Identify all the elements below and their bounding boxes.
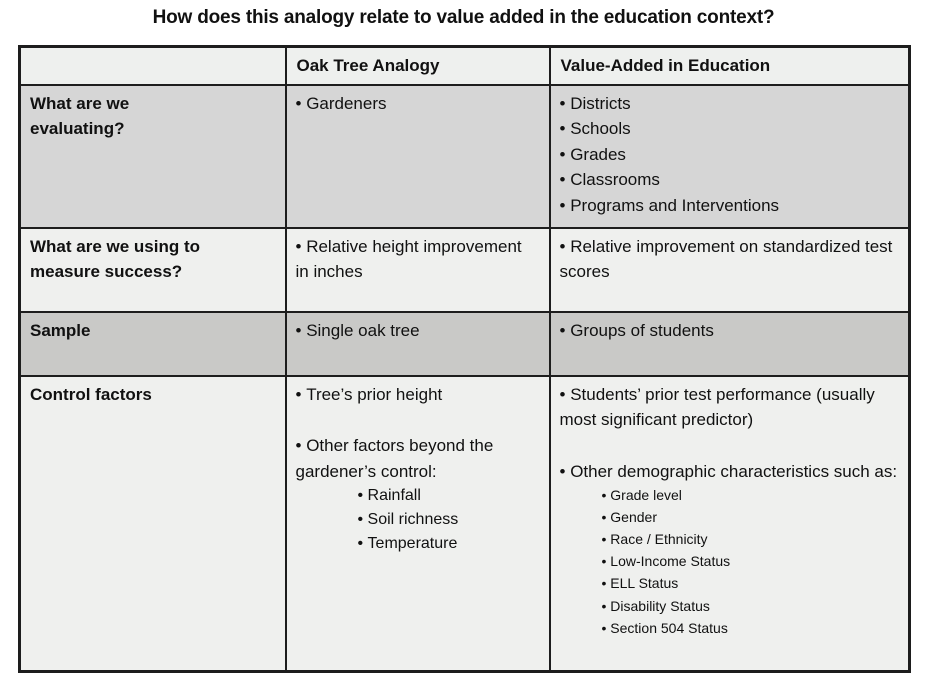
sub-bullet-item: • Gender xyxy=(602,506,900,528)
bullet-item: • Classrooms xyxy=(560,167,900,193)
row-label-evaluating xyxy=(20,85,286,228)
sub-bullet-item: • Grade level xyxy=(602,484,900,506)
cell-control-oak xyxy=(286,376,550,672)
row-label-sample xyxy=(20,312,286,376)
sub-bullet-item: • Temperature xyxy=(358,532,540,556)
row-label-text: Control factors xyxy=(30,384,152,404)
header-empty-cell xyxy=(20,47,286,85)
sub-bullet-item: • Disability Status xyxy=(602,595,900,617)
bullet-item: • Single oak tree xyxy=(296,318,540,344)
bullet-item: • Gardeners xyxy=(296,91,540,117)
table-row-control xyxy=(20,376,910,672)
header-value-added: Value-Added in Education xyxy=(550,47,910,85)
table-row-measure xyxy=(20,228,910,312)
bullet-item: • Programs and Interventions xyxy=(560,193,900,219)
bullet-item: • Groups of students xyxy=(560,318,900,344)
row-label-text: Sample xyxy=(30,320,91,340)
sub-bullet-item: • Race / Ethnicity xyxy=(602,528,900,550)
cell-sample-oak xyxy=(286,312,550,376)
bullet-item: • Other factors beyond the gardener’s control: xyxy=(296,433,540,484)
spacer xyxy=(560,433,900,459)
cell-control-education xyxy=(550,376,910,672)
bullet-item: • Tree’s prior height xyxy=(296,382,540,408)
cell-measure-education xyxy=(550,228,910,312)
table-row-sample xyxy=(20,312,910,376)
table-header-row xyxy=(20,47,910,85)
sub-bullet-list xyxy=(560,484,900,639)
row-label-text: What are we evaluating? xyxy=(30,93,130,138)
cell-measure-oak xyxy=(286,228,550,312)
bullet-item: • Students’ prior test performance (usually most significant predictor) xyxy=(560,382,900,433)
bullet-item: • Districts xyxy=(560,91,900,117)
cell-evaluating-education xyxy=(550,85,910,228)
page-title: How does this analogy relate to value added in the education context? xyxy=(152,7,775,28)
sub-bullet-list xyxy=(296,484,540,556)
table-row-evaluating xyxy=(20,85,910,228)
sub-bullet-item: • Low-Income Status xyxy=(602,550,900,572)
comparison-table xyxy=(18,45,911,673)
bullet-item: • Other demographic characteristics such as: xyxy=(560,459,900,485)
sub-bullet-item: • ELL Status xyxy=(602,572,900,594)
sub-bullet-item: • Section 504 Status xyxy=(602,617,900,639)
row-label-text: What are we using to measure success? xyxy=(30,236,201,281)
row-label-measure xyxy=(20,228,286,312)
header-oak-tree: Oak Tree Analogy xyxy=(286,47,550,85)
sub-bullet-item: • Rainfall xyxy=(358,484,540,508)
bullet-item: • Relative improvement on standardized test scores xyxy=(560,234,900,285)
sub-bullet-item: • Soil richness xyxy=(358,508,540,532)
cell-evaluating-oak xyxy=(286,85,550,228)
cell-sample-education xyxy=(550,312,910,376)
bullet-item: • Schools xyxy=(560,116,900,142)
bullet-item: • Grades xyxy=(560,142,900,168)
bullet-item: • Relative height improvement in inches xyxy=(296,234,540,285)
row-label-control xyxy=(20,376,286,672)
spacer xyxy=(296,407,540,433)
